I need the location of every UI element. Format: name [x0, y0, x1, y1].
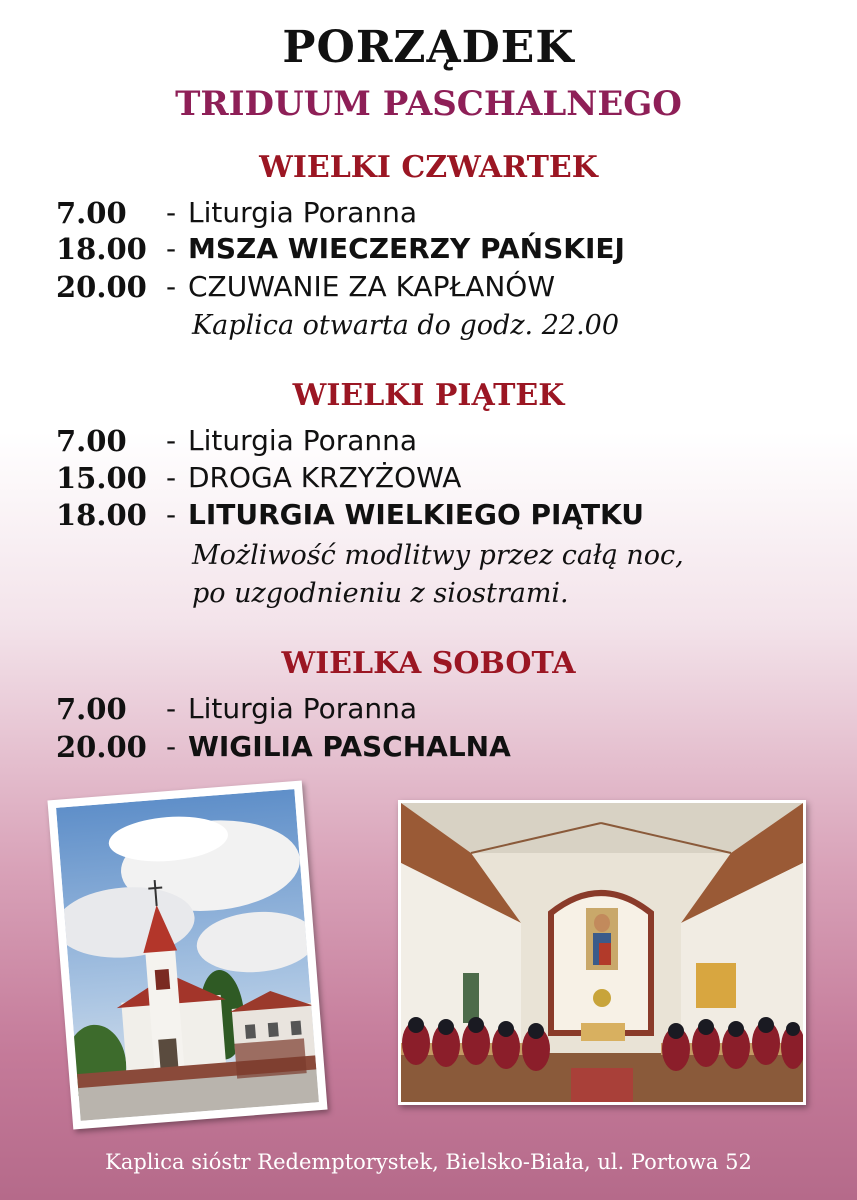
event-dash: -	[166, 692, 177, 725]
schedule-note: Możliwość modlitwy przez całą noc,	[192, 540, 684, 571]
event-time: 7.00	[56, 424, 127, 458]
schedule-note: Kaplica otwarta do godz. 22.00	[192, 310, 620, 341]
event-time: 18.00	[56, 498, 147, 532]
event-time: 7.00	[56, 692, 127, 726]
chapel-interior-photo	[398, 800, 806, 1105]
page-subtitle: TRIDUUM PASCHALNEGO	[175, 84, 682, 124]
event-time: 18.00	[56, 232, 147, 266]
day-heading-friday: WIELKI PIĄTEK	[292, 378, 565, 413]
event-label: Liturgia Poranna	[188, 692, 418, 725]
page-title: PORZĄDEK	[282, 22, 575, 73]
event-label: Liturgia Poranna	[188, 424, 418, 457]
event-label: MSZA WIECZERZY PAŃSKIEJ	[188, 232, 625, 265]
event-dash: -	[166, 270, 177, 303]
event-dash: -	[166, 461, 177, 494]
schedule-note: po uzgodnieniu z siostrami.	[192, 578, 569, 609]
day-heading-saturday: WIELKA SOBOTA	[281, 646, 576, 681]
church-exterior-photo	[47, 781, 327, 1130]
event-label: Liturgia Poranna	[188, 196, 418, 229]
event-label: LITURGIA WIELKIEGO PIĄTKU	[188, 498, 644, 531]
event-label: DROGA KRZYŻOWA	[188, 461, 462, 494]
event-time: 20.00	[56, 270, 147, 304]
event-label: CZUWANIE ZA KAPŁANÓW	[188, 270, 556, 303]
event-time: 15.00	[56, 461, 147, 495]
day-heading-thursday: WIELKI CZWARTEK	[259, 150, 598, 185]
event-dash: -	[166, 232, 177, 265]
event-label: WIGILIA PASCHALNA	[188, 730, 511, 763]
event-dash: -	[166, 424, 177, 457]
event-dash: -	[166, 196, 177, 229]
footer-address: Kaplica sióstr Redemptorystek, Bielsko-Biała, ul. Portowa 52	[105, 1150, 752, 1174]
event-dash: -	[166, 730, 177, 763]
event-time: 7.00	[56, 196, 127, 230]
event-time: 20.00	[56, 730, 147, 764]
event-dash: -	[166, 498, 177, 531]
